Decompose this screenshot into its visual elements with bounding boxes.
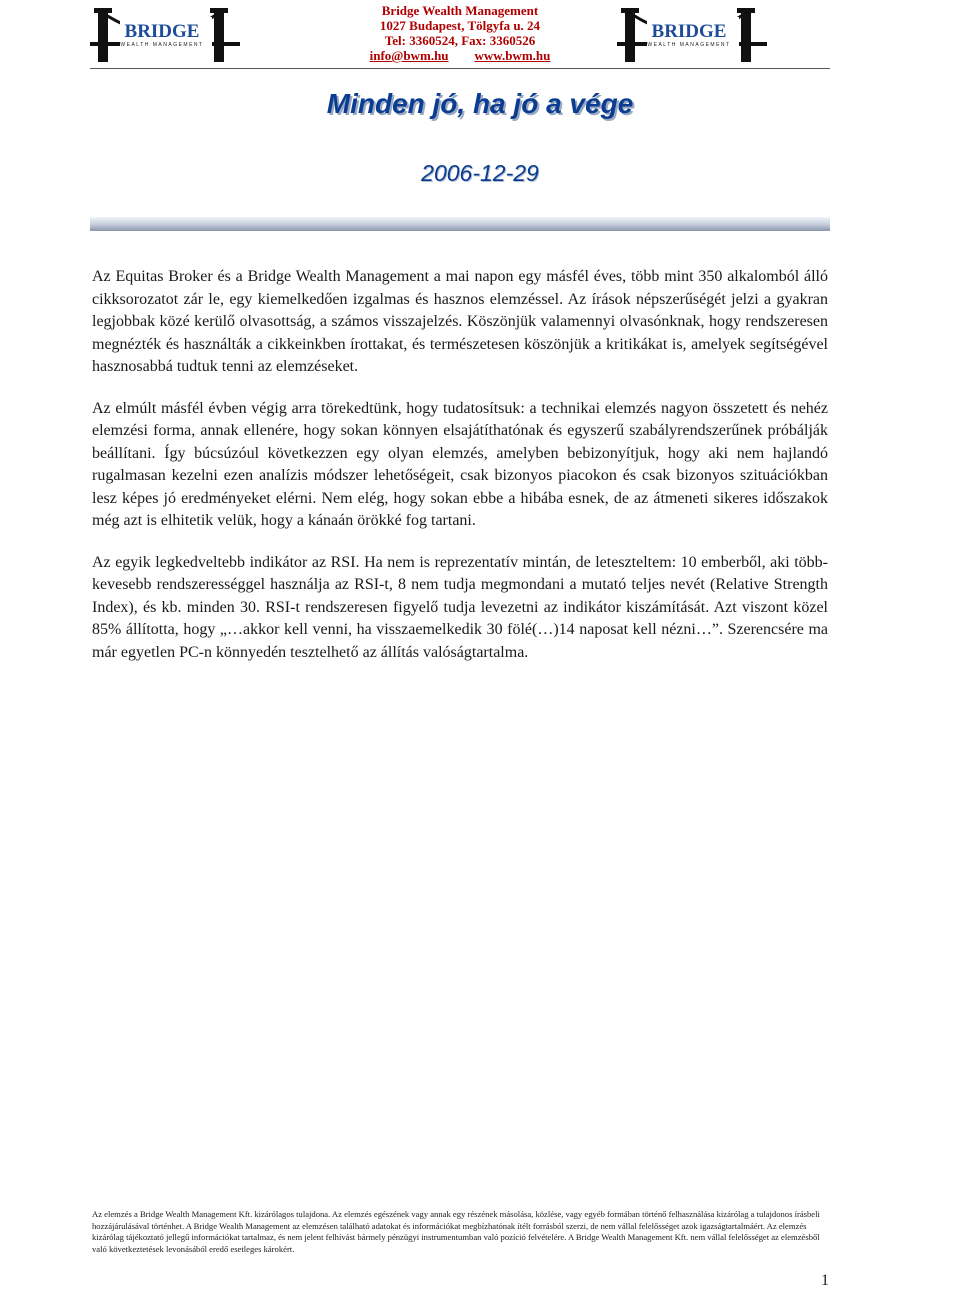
document-date: 2006-12-29 (421, 160, 539, 186)
section-divider (90, 217, 830, 231)
paragraph: Az egyik legkedveltebb indikátor az RSI. Ha nem is reprezentatív mintán, de leteszteltem: 10 emberből, aki több-kevesebb rendszerességgel használja az RSI-t, 8 nem tudja megmondani a mutató teljes nevét (Relative Strength Index), és kb. minden 30. RSI-t rendszeresen figyelő tudja levezetni az indikátor kiszámítását. Azt viszont közel 85% állította, hogy „…akkor kell venni, ha visszaemelkedik 30 fölé(…)14 naposat kell nézni…”. Szerencsére ma már egyetlen PC-n könnyedén tesztelhető az állítás valóságtartalma. (92, 553, 828, 661)
company-phone: Tel: 3360524, Fax: 3360526 (384, 33, 536, 48)
article-body (92, 266, 828, 683)
page-header (90, 0, 830, 69)
logo-text: BRIDGE (124, 21, 200, 42)
bridge-logo-graphic (617, 4, 767, 64)
email-link[interactable]: info@bwm.hu (369, 48, 449, 63)
company-info (290, 3, 630, 63)
paragraph: Az elmúlt másfél évben végig arra törekedtünk, hogy tudatosítsuk: a technikai elemzés nagyon összetett és nehéz elemzési forma, annak ellenére, hogy sokan könnyen elsajátíthatónak és egyszerű szabályrendszerűnek próbálják beállítani. Így búcsúzóul következzen egy olyan elemzés, amelyben bebizonyítjuk, hogy aki nem hajlandó rugalmasan kezelni ezen analízis módszer lehetőségeit, csak bizonyos piacokon és csak bizonyos szituációkban lesz képes jó eredményeket elérni. Nem elég, hogy sokan ebbe a hibába esnek, de az átmeneti sikeres időszakok még azt is elhitetik velük, hogy a kánaán örökké fog tartani. (92, 399, 828, 529)
bridge-logo-right (617, 4, 767, 64)
company-links (290, 48, 630, 63)
logo-text: BRIDGE (651, 21, 727, 42)
company-address: 1027 Budapest, Tölgyfa u. 24 (379, 18, 541, 33)
logo-subtitle: WEALTH MANAGEMENT (647, 42, 731, 48)
bridge-logo-graphic (90, 4, 240, 64)
website-link[interactable]: www.bwm.hu (474, 48, 551, 63)
paragraph: Az Equitas Broker és a Bridge Wealth Management a mai napon egy másfél éves, több mint 350 alkalomból álló cikksorozatot zár le, egy kiemelkedően izgalmas és hasznos elemzéssel. Az írások népszerűségét jelzi a gyakran legjobbak közé kerülő olvasottság, a számos visszajelzés. Köszönjük valamennyi olvasónknak, hogy rendszeresen megnézték és használták a cikkeinkben írottakat, és természetesen köszönjük a kritikákat is, amelyek segítségével hasznosabbá tudtuk tenni az elemzéseket. (92, 268, 828, 375)
logo-subtitle: WEALTH MANAGEMENT (120, 42, 204, 48)
bridge-logo-left (90, 4, 240, 64)
document-title: Minden jó, ha jó a vége (326, 88, 634, 119)
legal-disclaimer: Az elemzés a Bridge Wealth Management Kft. kizárólagos tulajdona. Az elemzés egészének vagy annak egy részének másolása, közlése, vagy egyéb formában történő felhasználása kizárólag a tulajdonos írásbeli hozzájárulásával történhet. A Bridge Wealth Management az elemzésen található adatokat és információkat megbízhatónak ítélt forrásból szerzi, de nem vállal felelősséget azok igazságtartalmáért. Az elemzés kizárólag tájékoztató jellegű információkat tartalmaz, és nem jelent felhívást bármely pénzügyi instrumentumban való pozíció felvételére. A Bridge Wealth Management Kft. nem vállal felelősséget az elemzésből való következtetések levonásából eredő esetleges károkért. (92, 1209, 820, 1254)
company-name: Bridge Wealth Management (381, 3, 539, 18)
page-number: 1 (821, 1272, 829, 1289)
